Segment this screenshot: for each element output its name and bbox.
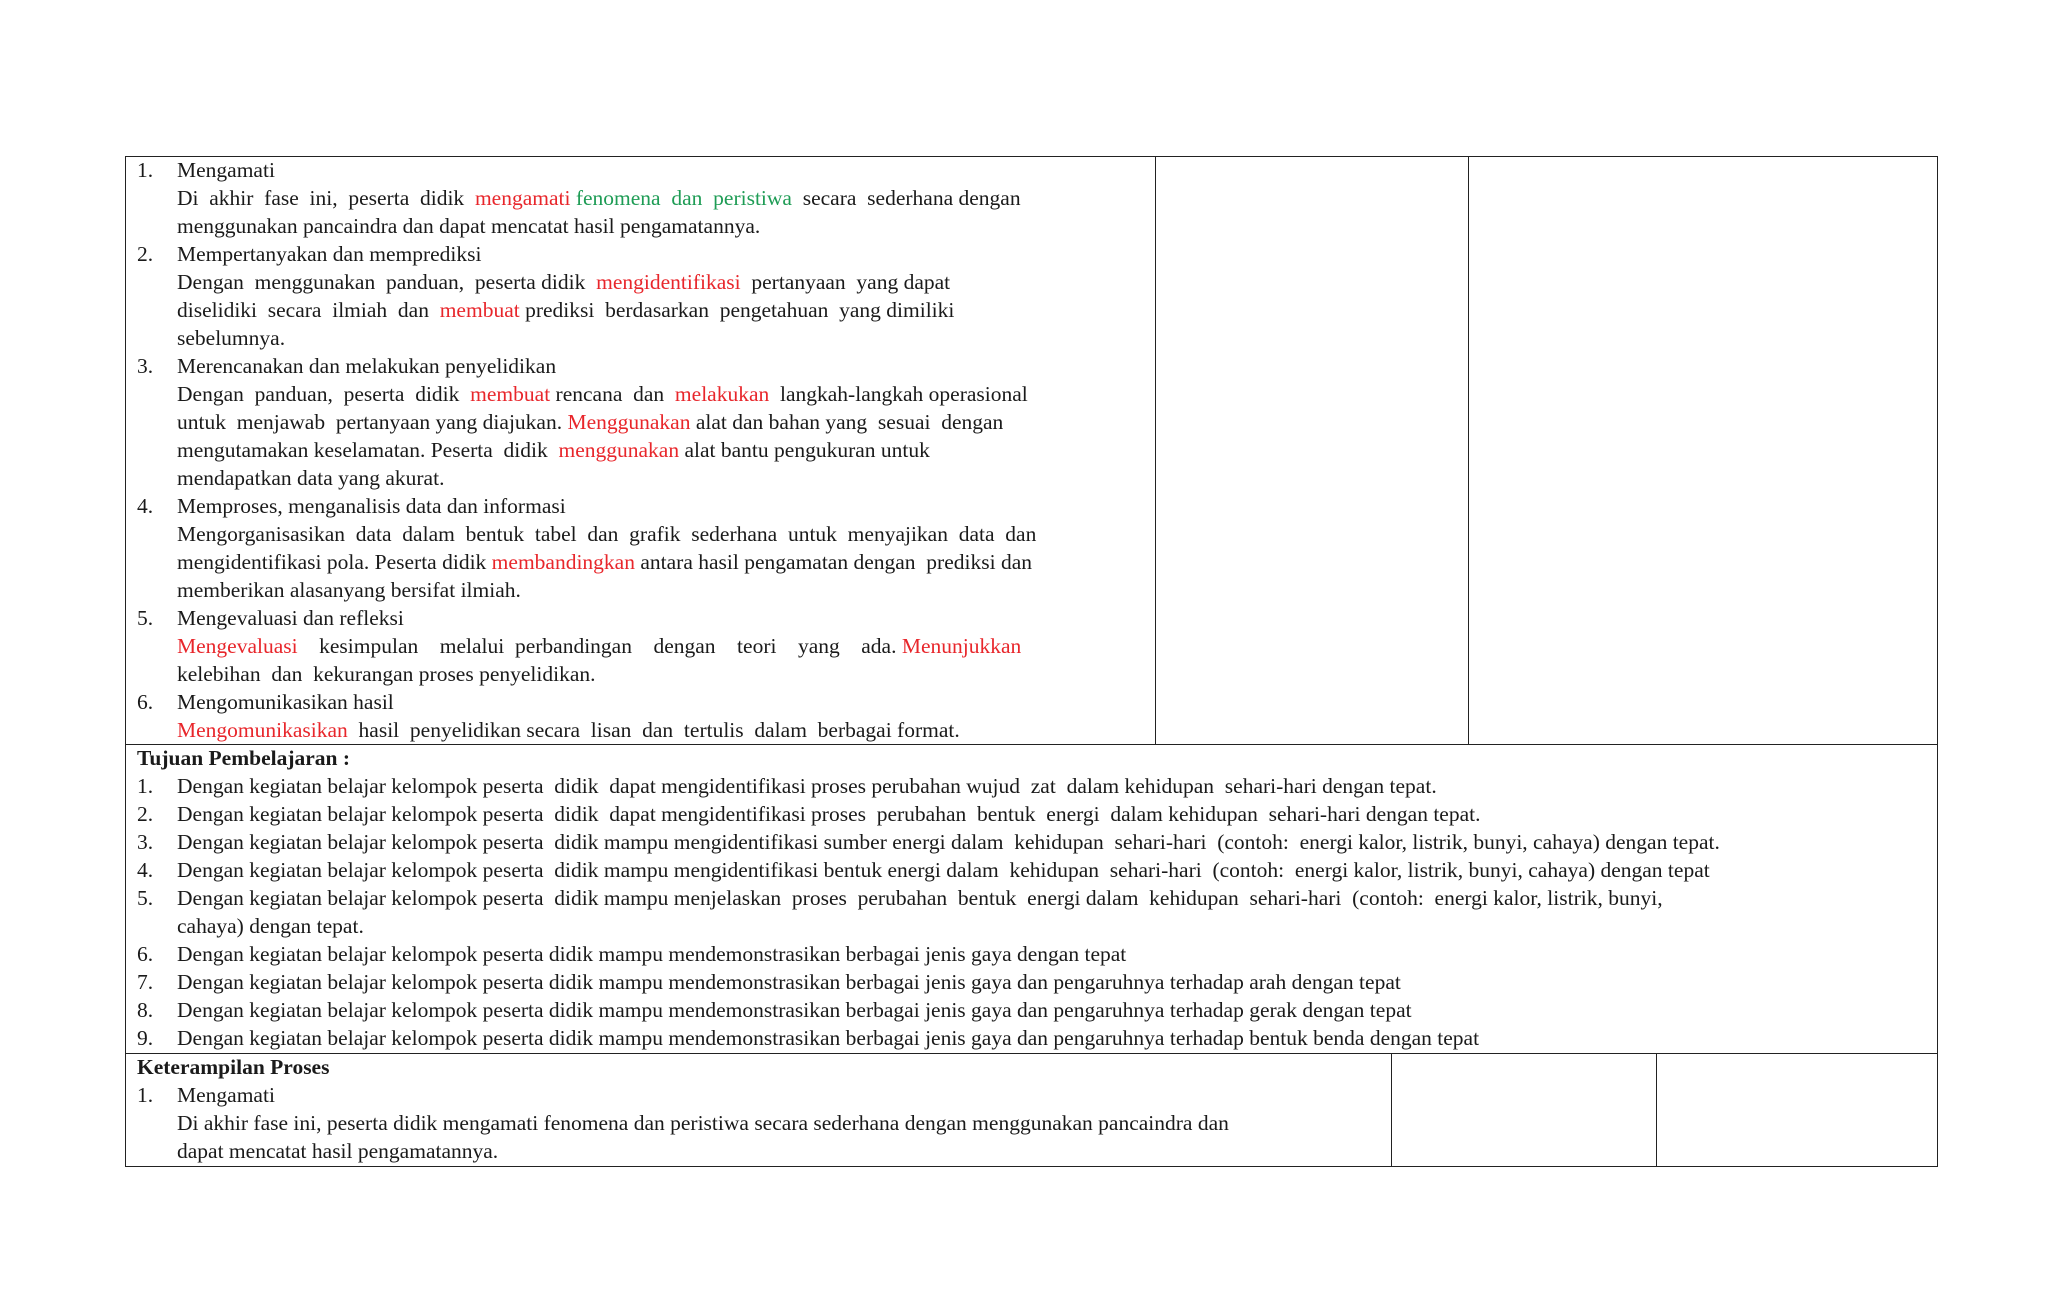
plain-text: kelebihan dan kekurangan proses penyelidikan.: [177, 662, 596, 686]
highlight-text: Menunjukkan: [901, 634, 1022, 658]
section-title: Tujuan Pembelajaran :: [137, 746, 351, 770]
item-text: Dengan kegiatan belajar kelompok peserta didik mampu mengidentifikasi sumber energi dalam kehidupan sehari-hari (contoh: energi kalor, listrik, bunyi, cahaya) dengan tepat.: [177, 830, 1720, 854]
item-text: Dengan kegiatan belajar kelompok peserta didik mampu mendemonstrasikan berbagai jenis gaya dengan tepat: [177, 942, 1127, 966]
item-text: dapat mencatat hasil pengamatannya.: [177, 1139, 499, 1163]
item-number: 2.: [137, 802, 154, 826]
item-text: Dengan kegiatan belajar kelompok peserta didik dapat mengidentifikasi proses perubahan bentuk energi dalam kehidupan sehari-hari dengan tepat.: [177, 802, 1481, 826]
item-heading: Mengomunikasikan hasil: [177, 690, 394, 714]
tujuan-list: [125, 744, 1938, 1054]
item-number: 8.: [137, 998, 154, 1022]
proses-list: [125, 156, 1155, 745]
plain-text: Di akhir fase ini, peserta didik: [177, 186, 475, 210]
item-number: 3.: [137, 830, 154, 854]
column-divider-3: [1391, 1053, 1392, 1167]
item-text: [177, 408, 1003, 436]
item-text: Dengan kegiatan belajar kelompok peserta didik dapat mengidentifikasi proses perubahan wujud zat dalam kehidupan sehari-hari dengan tepat.: [177, 774, 1437, 798]
column-divider-2: [1468, 156, 1469, 745]
highlight-text: Mengevaluasi: [177, 634, 298, 658]
plain-text: mendapatkan data yang akurat.: [177, 466, 445, 490]
item-number: 9.: [137, 1026, 154, 1050]
item-text: Dengan kegiatan belajar kelompok peserta didik mampu mendemonstrasikan berbagai jenis gaya dan pengaruhnya terhadap bentuk benda dengan tepat: [177, 1026, 1480, 1050]
plain-text: alat dan bahan yang sesuai dengan: [690, 410, 1004, 434]
item-number: 6.: [137, 690, 154, 714]
item-number: 1.: [137, 1083, 154, 1107]
item-number: 3.: [137, 354, 154, 378]
plain-text: antara hasil pengamatan dengan prediksi dan: [634, 550, 1032, 574]
highlight-text: mengamati: [474, 186, 571, 210]
item-text: [177, 296, 954, 324]
highlight-text: menggunakan: [558, 438, 680, 462]
item-text: [177, 632, 1021, 660]
plain-text: Mengorganisasikan data dalam bentuk tabel dan grafik sederhana untuk menyajikan data dan: [177, 522, 1037, 546]
item-text: Dengan kegiatan belajar kelompok peserta didik mampu mengidentifikasi bentuk energi dalam kehidupan sehari-hari (contoh: energi kalor, listrik, bunyi, cahaya) dengan tepat: [177, 858, 1710, 882]
plain-text: untuk menjawab pertanyaan yang diajukan.: [177, 410, 568, 434]
highlight-text: membuat: [470, 382, 551, 406]
highlight-text: fenomena dan peristiwa: [575, 186, 792, 210]
plain-text: Dengan menggunakan panduan, peserta didik: [177, 270, 597, 294]
plain-text: rencana dan: [550, 382, 675, 406]
highlight-text: Menggunakan: [567, 410, 691, 434]
item-heading: Mempertanyakan dan memprediksi: [177, 242, 482, 266]
plain-text: Dengan panduan, peserta didik: [177, 382, 471, 406]
plain-text: pertanyaan yang dapat: [740, 270, 951, 294]
item-text: Di akhir fase ini, peserta didik mengamati fenomena dan peristiwa secara sederhana dengan menggunakan pancaindra dan: [177, 1111, 1229, 1135]
item-heading: Mengamati: [177, 1083, 275, 1107]
plain-text: memberikan alasanyang bersifat ilmiah.: [177, 578, 521, 602]
highlight-text: mengidentifikasi: [596, 270, 741, 294]
highlight-text: Mengomunikasikan: [177, 718, 348, 742]
plain-text: sebelumnya.: [177, 326, 286, 350]
item-number: 7.: [137, 970, 154, 994]
item-heading: Memproses, menganalisis data dan informasi: [177, 494, 566, 518]
item-text: [177, 520, 1036, 548]
plain-text: menggunakan pancaindra dan dapat mencatat hasil pengamatannya.: [177, 214, 761, 238]
item-number: 1.: [137, 158, 154, 182]
item-number: 5.: [137, 886, 154, 910]
item-text: [177, 212, 760, 240]
item-text: [177, 268, 950, 296]
plain-text: diselidiki secara ilmiah dan: [177, 298, 440, 322]
item-text: [177, 716, 960, 744]
keterampilan-list: [125, 1053, 1391, 1167]
item-number: 4.: [137, 494, 154, 518]
plain-text: secara sederhana dengan: [791, 186, 1021, 210]
plain-text: alat bantu pengukuran untuk: [679, 438, 930, 462]
plain-text: kesimpulan melalui perbandingan dengan teori yang ada.: [297, 634, 902, 658]
plain-text: hasil penyelidikan secara lisan dan tertulis dalam berbagai format.: [347, 718, 960, 742]
item-text: cahaya) dengan tepat.: [177, 914, 364, 938]
column-divider-4: [1656, 1053, 1657, 1167]
highlight-text: melakukan: [674, 382, 770, 406]
item-text: [177, 464, 444, 492]
item-text: [177, 184, 1021, 212]
item-text: [177, 380, 1028, 408]
item-text: Dengan kegiatan belajar kelompok peserta didik mampu mendemonstrasikan berbagai jenis gaya dan pengaruhnya terhadap gerak dengan tepat: [177, 998, 1412, 1022]
highlight-text: membandingkan: [491, 550, 635, 574]
item-text: Dengan kegiatan belajar kelompok peserta didik mampu mendemonstrasikan berbagai jenis gaya dan pengaruhnya terhadap arah dengan tepat: [177, 970, 1401, 994]
section-title: Keterampilan Proses: [137, 1055, 330, 1079]
highlight-text: membuat: [439, 298, 520, 322]
item-text: [177, 576, 521, 604]
item-text: [177, 660, 596, 688]
item-heading: Mengevaluasi dan refleksi: [177, 606, 404, 630]
item-heading: Mengamati: [177, 158, 275, 182]
plain-text: langkah-langkah operasional: [769, 382, 1028, 406]
item-text: [177, 324, 285, 352]
item-number: 5.: [137, 606, 154, 630]
item-text: Dengan kegiatan belajar kelompok peserta didik mampu menjelaskan proses perubahan bentuk energi dalam kehidupan sehari-hari (contoh: energi kalor, listrik, bunyi,: [177, 886, 1663, 910]
item-text: [177, 436, 930, 464]
item-number: 2.: [137, 242, 154, 266]
plain-text: mengutamakan keselamatan. Peserta didik: [177, 438, 559, 462]
item-number: 6.: [137, 942, 154, 966]
plain-text: mengidentifikasi pola. Peserta didik: [177, 550, 492, 574]
plain-text: prediksi berdasarkan pengetahuan yang dimiliki: [519, 298, 955, 322]
item-heading: Merencanakan dan melakukan penyelidikan: [177, 354, 557, 378]
item-number: 1.: [137, 774, 154, 798]
column-divider-1: [1155, 156, 1156, 745]
item-text: [177, 548, 1032, 576]
item-number: 4.: [137, 858, 154, 882]
